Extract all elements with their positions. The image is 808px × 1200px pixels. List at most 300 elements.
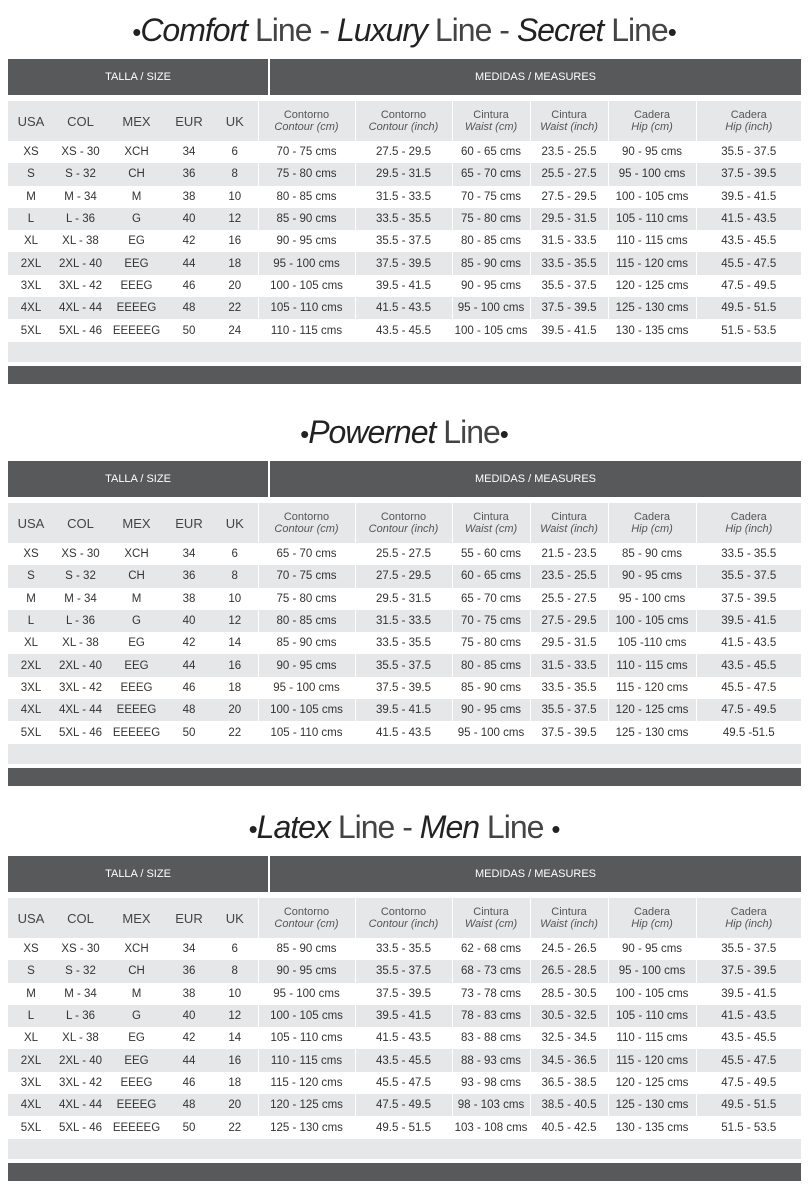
- measure-label-en: Hip (cm): [631, 523, 673, 535]
- table-cell: 31.5 - 33.5: [355, 610, 452, 632]
- table-cell: 110 - 115 cms: [608, 1027, 696, 1049]
- title-text: Line: [435, 414, 500, 450]
- table-cell: EEG: [107, 654, 166, 676]
- table-row: [8, 319, 801, 341]
- table-cell: 45.5 - 47.5: [696, 252, 801, 274]
- table-cell: 90 - 95 cms: [258, 654, 355, 676]
- measure-label-es: Cadera: [730, 109, 767, 121]
- column-header-measure: [258, 503, 355, 543]
- table-cell: 48: [166, 699, 212, 721]
- measure-label-en: Contour (cm): [274, 121, 339, 133]
- table-cell: 120 - 125 cms: [608, 1072, 696, 1094]
- table-cell: 6: [212, 938, 258, 960]
- column-header-measure: [696, 101, 801, 141]
- table-cell: 3XL - 42: [54, 677, 107, 699]
- table-cell: 35.5 - 37.5: [355, 960, 452, 982]
- measure-label-en: Waist (inch): [540, 121, 598, 133]
- column-header-uk: UK: [212, 898, 258, 938]
- table-cell: 120 - 125 cms: [258, 1094, 355, 1116]
- measure-label-en: Waist (inch): [540, 918, 598, 930]
- table-cell: 40.5 - 42.5: [530, 1116, 608, 1138]
- table-cell: 70 - 75 cms: [452, 610, 530, 632]
- table-cell: 23.5 - 25.5: [530, 141, 608, 163]
- measure-label-es: Cintura: [473, 906, 509, 918]
- measure-label-es: Contorno: [283, 906, 330, 918]
- table-cell: 2XL - 40: [54, 1049, 107, 1071]
- table-cell: M: [8, 186, 54, 208]
- table-cell: 41.5 - 43.5: [355, 1027, 452, 1049]
- table-cell: 27.5 - 29.5: [530, 186, 608, 208]
- table-cell: 68 - 73 cms: [452, 960, 530, 982]
- table-cell: 20: [212, 275, 258, 297]
- table-cell: 42: [166, 632, 212, 654]
- table-row: [8, 1005, 801, 1027]
- table-cell: 105 -110 cms: [608, 632, 696, 654]
- bullet-dot: •: [551, 814, 560, 844]
- size-table: [8, 503, 801, 744]
- table-cell: 125 - 130 cms: [608, 1094, 696, 1116]
- table-cell: 51.5 - 53.5: [696, 1116, 801, 1138]
- table-cell: 27.5 - 29.5: [355, 565, 452, 587]
- measure-label-en: Contour (inch): [368, 523, 439, 535]
- table-row: [8, 252, 801, 274]
- table-row: [8, 677, 801, 699]
- table-cell: 27.5 - 29.5: [530, 610, 608, 632]
- table-cell: 100 - 105 cms: [258, 275, 355, 297]
- table-cell: 78 - 83 cms: [452, 1005, 530, 1027]
- table-cell: 8: [212, 565, 258, 587]
- table-cell: 110 - 115 cms: [258, 1049, 355, 1071]
- table-cell: 85 - 90 cms: [608, 543, 696, 565]
- table-cell: 2XL - 40: [54, 654, 107, 676]
- table-cell: 36: [166, 163, 212, 185]
- table-cell: M - 34: [54, 588, 107, 610]
- column-header-measure: [608, 898, 696, 938]
- table-row: [8, 1049, 801, 1071]
- table-cell: EEEEG: [107, 699, 166, 721]
- table-row: [8, 1072, 801, 1094]
- table-cell: 35.5 - 37.5: [696, 938, 801, 960]
- table-row: [8, 230, 801, 252]
- header-band: [8, 59, 801, 95]
- table-cell: L - 36: [54, 208, 107, 230]
- table-cell: 100 - 105 cms: [608, 610, 696, 632]
- table-cell: 14: [212, 1027, 258, 1049]
- table-cell: 34: [166, 543, 212, 565]
- table-cell: XL: [8, 1027, 54, 1049]
- column-header-measure: [608, 503, 696, 543]
- table-cell: 48: [166, 297, 212, 319]
- column-header-measure: [355, 101, 452, 141]
- table-cell: 10: [212, 186, 258, 208]
- table-cell: EEG: [107, 252, 166, 274]
- table-cell: 40: [166, 610, 212, 632]
- table-cell: 39.5 - 41.5: [530, 319, 608, 341]
- table-cell: 120 - 125 cms: [608, 275, 696, 297]
- table-footer-spacer: [8, 342, 801, 362]
- table-cell: EEG: [107, 1049, 166, 1071]
- table-cell: 12: [212, 1005, 258, 1027]
- table-cell: 41.5 - 43.5: [696, 1005, 801, 1027]
- table-cell: 100 - 105 cms: [258, 1005, 355, 1027]
- table-row: [8, 186, 801, 208]
- table-cell: 100 - 105 cms: [608, 186, 696, 208]
- table-cell: 38: [166, 186, 212, 208]
- table-cell: 90 - 95 cms: [608, 565, 696, 587]
- column-header-measure: [608, 101, 696, 141]
- table-cell: 22: [212, 297, 258, 319]
- table-cell: EG: [107, 632, 166, 654]
- measure-label-en: Contour (cm): [274, 918, 339, 930]
- header-band: [8, 856, 801, 892]
- table-cell: L: [8, 610, 54, 632]
- table-cell: 83 - 88 cms: [452, 1027, 530, 1049]
- measure-label-es: Cintura: [551, 906, 587, 918]
- table-cell: 42: [166, 1027, 212, 1049]
- bullet-dot: •: [667, 17, 676, 47]
- table-cell: 45.5 - 47.5: [355, 1072, 452, 1094]
- table-cell: 39.5 - 41.5: [355, 1005, 452, 1027]
- measures-group-header: MEDIDAS / MEASURES: [270, 856, 801, 892]
- table-cell: 49.5 -51.5: [696, 721, 801, 743]
- measures-group-header: MEDIDAS / MEASURES: [270, 461, 801, 497]
- table-cell: 85 - 90 cms: [258, 938, 355, 960]
- table-cell: 47.5 - 49.5: [696, 699, 801, 721]
- table-row: [8, 983, 801, 1005]
- table-cell: 31.5 - 33.5: [530, 230, 608, 252]
- table-cell: 105 - 110 cms: [258, 297, 355, 319]
- table-cell: 55 - 60 cms: [452, 543, 530, 565]
- table-cell: 100 - 105 cms: [258, 699, 355, 721]
- table-cell: 95 - 100 cms: [452, 297, 530, 319]
- table-cell: EG: [107, 230, 166, 252]
- table-cell: 4XL - 44: [54, 1094, 107, 1116]
- table-cell: 5XL: [8, 319, 54, 341]
- table-cell: 88 - 93 cms: [452, 1049, 530, 1071]
- table-cell: 18: [212, 1072, 258, 1094]
- section-bottom-bar: [8, 1163, 801, 1181]
- table-cell: 130 - 135 cms: [608, 1116, 696, 1138]
- table-cell: 37.5 - 39.5: [530, 721, 608, 743]
- table-cell: 29.5 - 31.5: [530, 208, 608, 230]
- table-cell: 47.5 - 49.5: [696, 275, 801, 297]
- column-header-row: [8, 101, 801, 141]
- table-cell: 4XL: [8, 1094, 54, 1116]
- table-cell: 31.5 - 33.5: [355, 186, 452, 208]
- table-cell: 44: [166, 1049, 212, 1071]
- table-cell: 110 - 115 cms: [608, 230, 696, 252]
- table-cell: 16: [212, 654, 258, 676]
- table-cell: 37.5 - 39.5: [355, 252, 452, 274]
- measure-label-es: Contorno: [380, 511, 427, 523]
- table-row: [8, 163, 801, 185]
- table-cell: 38: [166, 983, 212, 1005]
- table-cell: 5XL - 46: [54, 319, 107, 341]
- table-cell: 28.5 - 30.5: [530, 983, 608, 1005]
- table-cell: 95 - 100 cms: [608, 588, 696, 610]
- table-cell: 36: [166, 960, 212, 982]
- table-cell: 8: [212, 163, 258, 185]
- table-cell: 16: [212, 1049, 258, 1071]
- table-cell: 105 - 110 cms: [608, 208, 696, 230]
- table-cell: 75 - 80 cms: [258, 163, 355, 185]
- table-row: [8, 610, 801, 632]
- column-header-measure: [452, 101, 530, 141]
- table-cell: 50: [166, 721, 212, 743]
- column-header-uk: UK: [212, 503, 258, 543]
- column-header-eur: EUR: [166, 503, 212, 543]
- table-cell: 20: [212, 699, 258, 721]
- table-row: [8, 1116, 801, 1138]
- table-cell: 35.5 - 37.5: [355, 230, 452, 252]
- table-cell: 125 - 130 cms: [608, 297, 696, 319]
- table-row: [8, 588, 801, 610]
- measure-label-en: Waist (cm): [464, 121, 518, 133]
- table-cell: 33.5 - 35.5: [696, 543, 801, 565]
- table-row: [8, 208, 801, 230]
- table-cell: 2XL - 40: [54, 252, 107, 274]
- line-name: Luxury: [336, 12, 427, 48]
- measure-label-en: Contour (inch): [368, 121, 439, 133]
- measure-label-es: Cintura: [473, 511, 509, 523]
- table-cell: 125 - 130 cms: [608, 721, 696, 743]
- table-cell: 85 - 90 cms: [258, 208, 355, 230]
- column-header-col: COL: [54, 898, 107, 938]
- table-cell: 40: [166, 208, 212, 230]
- table-cell: L: [8, 208, 54, 230]
- table-cell: 33.5 - 35.5: [530, 252, 608, 274]
- table-cell: 2XL: [8, 252, 54, 274]
- table-cell: 41.5 - 43.5: [696, 632, 801, 654]
- size-group-header: TALLA / SIZE: [8, 856, 268, 892]
- table-cell: 42: [166, 230, 212, 252]
- measure-label-es: Contorno: [283, 511, 330, 523]
- table-cell: 33.5 - 35.5: [530, 677, 608, 699]
- table-cell: 51.5 - 53.5: [696, 319, 801, 341]
- measure-label-en: Hip (inch): [725, 121, 773, 133]
- table-cell: 3XL: [8, 1072, 54, 1094]
- table-row: [8, 1027, 801, 1049]
- table-cell: 41.5 - 43.5: [696, 208, 801, 230]
- measure-label-es: Cintura: [551, 511, 587, 523]
- bullet-dot: •: [248, 814, 257, 844]
- column-header-measure: [258, 101, 355, 141]
- size-group-header: TALLA / SIZE: [8, 59, 268, 95]
- table-cell: 35.5 - 37.5: [696, 565, 801, 587]
- table-cell: 32.5 - 34.5: [530, 1027, 608, 1049]
- table-cell: 3XL - 42: [54, 1072, 107, 1094]
- measure-label-en: Hip (cm): [631, 121, 673, 133]
- table-cell: 29.5 - 31.5: [355, 163, 452, 185]
- table-cell: 41.5 - 43.5: [355, 297, 452, 319]
- table-cell: 37.5 - 39.5: [696, 960, 801, 982]
- table-row: [8, 297, 801, 319]
- table-cell: 46: [166, 677, 212, 699]
- table-footer-spacer: [8, 1139, 801, 1159]
- table-cell: 80 - 85 cms: [258, 610, 355, 632]
- table-cell: 29.5 - 31.5: [355, 588, 452, 610]
- table-cell: 48: [166, 1094, 212, 1116]
- line-name: Powernet: [308, 414, 436, 450]
- table-cell: 12: [212, 610, 258, 632]
- table-cell: 33.5 - 35.5: [355, 632, 452, 654]
- table-cell: 37.5 - 39.5: [696, 588, 801, 610]
- table-cell: 14: [212, 632, 258, 654]
- table-cell: 44: [166, 252, 212, 274]
- table-cell: 39.5 - 41.5: [696, 610, 801, 632]
- table-cell: 3XL: [8, 677, 54, 699]
- table-cell: XS - 30: [54, 543, 107, 565]
- table-cell: L - 36: [54, 1005, 107, 1027]
- table-cell: XL - 38: [54, 632, 107, 654]
- title-text: Line: [479, 809, 552, 845]
- table-cell: 25.5 - 27.5: [355, 543, 452, 565]
- column-header-mex: MEX: [107, 101, 166, 141]
- column-header-row: [8, 503, 801, 543]
- table-cell: 75 - 80 cms: [452, 208, 530, 230]
- table-cell: M: [8, 983, 54, 1005]
- table-cell: 50: [166, 1116, 212, 1138]
- measure-label-en: Waist (cm): [464, 918, 518, 930]
- table-cell: 115 - 120 cms: [608, 677, 696, 699]
- table-cell: 75 - 80 cms: [258, 588, 355, 610]
- table-cell: 12: [212, 208, 258, 230]
- table-cell: EEEEEG: [107, 721, 166, 743]
- line-name: Latex: [256, 809, 330, 845]
- column-header-col: COL: [54, 503, 107, 543]
- table-cell: 33.5 - 35.5: [355, 208, 452, 230]
- measure-label-es: Cadera: [633, 906, 671, 918]
- table-cell: 35.5 - 37.5: [530, 275, 608, 297]
- bullet-dot: •: [300, 419, 309, 449]
- table-cell: G: [107, 208, 166, 230]
- table-cell: 65 - 70 cms: [452, 163, 530, 185]
- column-header-usa: USA: [8, 101, 54, 141]
- table-cell: EEEG: [107, 1072, 166, 1094]
- table-cell: L: [8, 1005, 54, 1027]
- table-cell: XS - 30: [54, 938, 107, 960]
- table-cell: 98 - 103 cms: [452, 1094, 530, 1116]
- table-cell: EEEEEG: [107, 1116, 166, 1138]
- table-cell: 125 - 130 cms: [258, 1116, 355, 1138]
- table-cell: 93 - 98 cms: [452, 1072, 530, 1094]
- table-cell: XL: [8, 230, 54, 252]
- column-header-eur: EUR: [166, 898, 212, 938]
- table-cell: S: [8, 163, 54, 185]
- table-row: [8, 654, 801, 676]
- column-header-usa: USA: [8, 898, 54, 938]
- table-cell: 49.5 - 51.5: [696, 1094, 801, 1116]
- size-group-header: TALLA / SIZE: [8, 461, 268, 497]
- table-row: [8, 565, 801, 587]
- table-cell: 43.5 - 45.5: [696, 230, 801, 252]
- measure-label-en: Waist (inch): [540, 523, 598, 535]
- table-cell: 110 - 115 cms: [258, 319, 355, 341]
- table-cell: 10: [212, 588, 258, 610]
- table-cell: 37.5 - 39.5: [355, 983, 452, 1005]
- table-cell: 105 - 110 cms: [258, 721, 355, 743]
- table-cell: XL: [8, 632, 54, 654]
- table-cell: 100 - 105 cms: [608, 983, 696, 1005]
- table-cell: 5XL: [8, 721, 54, 743]
- section-bottom-bar: [8, 366, 801, 384]
- table-cell: 73 - 78 cms: [452, 983, 530, 1005]
- table-cell: 25.5 - 27.5: [530, 588, 608, 610]
- section-title: [0, 803, 808, 851]
- table-cell: 3XL: [8, 275, 54, 297]
- table-cell: 8: [212, 960, 258, 982]
- table-cell: 33.5 - 35.5: [355, 938, 452, 960]
- table-cell: EEEG: [107, 677, 166, 699]
- table-cell: EEEEEG: [107, 319, 166, 341]
- table-cell: 90 - 95 cms: [452, 699, 530, 721]
- table-cell: CH: [107, 565, 166, 587]
- table-cell: 22: [212, 1116, 258, 1138]
- table-cell: XS - 30: [54, 141, 107, 163]
- table-cell: 16: [212, 230, 258, 252]
- column-header-usa: USA: [8, 503, 54, 543]
- table-cell: 90 - 95 cms: [608, 141, 696, 163]
- table-cell: 95 - 100 cms: [258, 252, 355, 274]
- table-row: [8, 938, 801, 960]
- measure-label-es: Contorno: [380, 906, 427, 918]
- table-cell: EEEEG: [107, 1094, 166, 1116]
- table-cell: 80 - 85 cms: [258, 186, 355, 208]
- table-cell: S: [8, 565, 54, 587]
- table-cell: 35.5 - 37.5: [696, 141, 801, 163]
- table-row: [8, 543, 801, 565]
- title-text: Line -: [329, 809, 420, 845]
- line-name: Comfort: [140, 12, 248, 48]
- column-header-col: COL: [54, 101, 107, 141]
- table-cell: 100 - 105 cms: [452, 319, 530, 341]
- measure-label-es: Cintura: [473, 109, 509, 121]
- table-cell: M - 34: [54, 983, 107, 1005]
- table-cell: 37.5 - 39.5: [355, 677, 452, 699]
- header-band: [8, 461, 801, 497]
- table-cell: 44: [166, 654, 212, 676]
- table-cell: 43.5 - 45.5: [355, 319, 452, 341]
- column-header-measure: [355, 503, 452, 543]
- table-cell: G: [107, 1005, 166, 1027]
- table-cell: 43.5 - 45.5: [696, 1027, 801, 1049]
- table-cell: 95 - 100 cms: [452, 721, 530, 743]
- column-header-row: [8, 898, 801, 938]
- table-cell: EEEG: [107, 275, 166, 297]
- table-cell: S - 32: [54, 960, 107, 982]
- table-cell: 46: [166, 275, 212, 297]
- table-cell: L - 36: [54, 610, 107, 632]
- size-table: [8, 898, 801, 1139]
- measure-label-es: Cadera: [633, 511, 671, 523]
- table-cell: 43.5 - 45.5: [696, 654, 801, 676]
- table-cell: 49.5 - 51.5: [355, 1116, 452, 1138]
- table-cell: 60 - 65 cms: [452, 141, 530, 163]
- table-cell: M: [107, 983, 166, 1005]
- table-cell: CH: [107, 163, 166, 185]
- line-name: Men: [419, 809, 480, 845]
- table-cell: 85 - 90 cms: [452, 677, 530, 699]
- table-cell: 5XL - 46: [54, 1116, 107, 1138]
- table-cell: 37.5 - 39.5: [696, 163, 801, 185]
- table-cell: XS: [8, 543, 54, 565]
- table-cell: XS: [8, 938, 54, 960]
- table-cell: 34: [166, 141, 212, 163]
- bullet-dot: •: [132, 17, 141, 47]
- table-cell: 80 - 85 cms: [452, 230, 530, 252]
- table-cell: 25.5 - 27.5: [530, 163, 608, 185]
- title-text: Line: [603, 12, 668, 48]
